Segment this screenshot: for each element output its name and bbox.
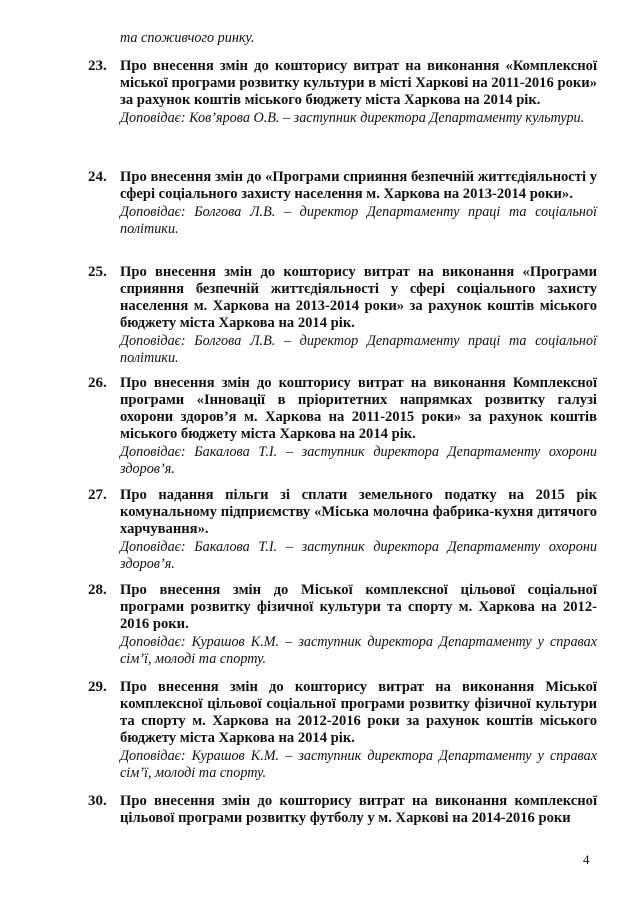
item-speaker: Доповідає: Болгова Л.В. – директор Департаменту праці та соціальної політики. (120, 204, 597, 237)
item-speaker: Доповідає: Бакалова Т.І. – заступник директора Департаменту охорони здоров’я. (120, 539, 597, 572)
item-title: Про внесення змін до кошторису витрат на виконання Міської комплексної цільової соціальної програми розвитку фізичної культури та спорту м. Харкова на 2012-2016 роки за рахунок коштів міського бюджету міста Харкова на 2014 рік. (120, 679, 597, 746)
item-number: 28. (88, 582, 107, 598)
agenda-item-30 (80, 793, 600, 827)
item-speaker: Доповідає: Ков’ярова О.В. – заступник директора Департаменту культури. (120, 110, 585, 126)
item-title: Про внесення змін до кошторису витрат на виконання Комплексної програми «Інновації в пріоритетних напрямках розвитку галузі охорони здоров’я м. Харкова на 2011-2015 роки» за рахунок коштів міського бюджету міста Харкова на 2014 рік. (120, 375, 597, 442)
item-number: 26. (88, 375, 107, 391)
agenda-item-24 (80, 169, 600, 238)
item-speaker: Доповідає: Бакалова Т.І. – заступник директора Департаменту охорони здоров’я. (120, 444, 597, 477)
item-title: Про надання пільги зі сплати земельного податку на 2015 рік комунальному підприємству «Міська молочна фабрика-кухня дитячого харчування». (120, 487, 597, 537)
item-number: 27. (88, 487, 107, 503)
agenda-item-23 (80, 58, 600, 127)
item-body (120, 582, 597, 668)
item-title: Про внесення змін до «Програми сприяння безпечній життєдіяльності у сфері соціального захисту населення м. Харкова на 2013-2014 роки». (120, 169, 597, 202)
item-title: Про внесення змін до кошторису витрат на виконання «Програми сприяння безпечній життєдіяльності у сфері соціального захисту населення м. Харкова на 2013-2014 роки» за рахунок коштів міського бюджету міста Харкова на 2014 рік. (120, 264, 597, 331)
lead-in-text: та споживчого ринку. (120, 30, 255, 46)
item-title: Про внесення змін до Міської комплексної цільової соціальної програми розвитку фізичної культури та спорту м. Харкова на 2012-2016 роки. (120, 582, 597, 632)
agenda-item-29 (80, 679, 600, 782)
item-number: 23. (88, 58, 107, 74)
agenda-item-28 (80, 582, 600, 668)
item-number: 30. (88, 793, 107, 809)
item-body (120, 793, 597, 827)
agenda-item-27 (80, 487, 600, 573)
item-speaker: Доповідає: Болгова Л.В. – директор Департаменту праці та соціальної політики. (120, 333, 597, 366)
item-body (120, 169, 597, 238)
item-speaker: Доповідає: Курашов К.М. – заступник директора Департаменту у справах сім’ї, молоді та спорту. (120, 748, 597, 781)
item-number: 24. (88, 169, 107, 185)
item-title: Про внесення змін до кошторису витрат на виконання комплексної цільової програми розвитку футболу у м. Харкові на 2014-2016 роки (120, 793, 597, 826)
page-number: 4 (583, 852, 590, 867)
item-body (120, 264, 597, 367)
item-body (120, 375, 597, 478)
item-title: Про внесення змін до кошторису витрат на виконання «Комплексної міської програми розвитку культури в місті Харкові на 2011-2016 роки» за рахунок коштів міського бюджету міста Харкова на 2014 рік. (120, 58, 597, 108)
item-number: 29. (88, 679, 107, 695)
item-body (120, 487, 597, 573)
agenda-item-25 (80, 264, 600, 367)
item-speaker: Доповідає: Курашов К.М. – заступник директора Департаменту у справах сім’ї, молоді та спорту. (120, 634, 597, 667)
item-body (120, 58, 597, 127)
agenda-item-26 (80, 375, 600, 478)
item-number: 25. (88, 264, 107, 280)
item-body (120, 679, 597, 782)
